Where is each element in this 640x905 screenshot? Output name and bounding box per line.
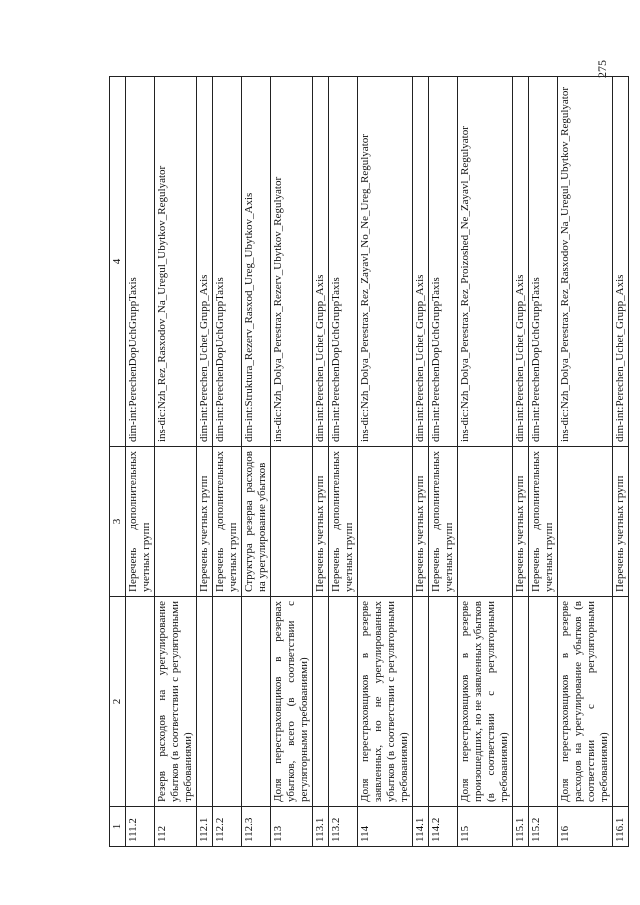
row-number-cell: 116	[558, 807, 613, 847]
table-row	[271, 77, 313, 847]
group-cell	[155, 447, 197, 597]
code-cell: dim-int:Struktura_Rezerv_Rasxod_Ureg_Ubytkov_Axis	[242, 77, 271, 447]
row-number-cell: 112	[155, 807, 197, 847]
group-cell	[271, 447, 313, 597]
row-number-cell: 114	[358, 807, 413, 847]
code-cell: dim-int:PerechenDopUchGruppTaxis	[529, 77, 558, 447]
group-cell: Перечень учетных групп	[313, 447, 329, 597]
indicator-description-cell	[126, 597, 155, 807]
table-header-row	[110, 77, 126, 847]
group-cell	[358, 447, 413, 597]
code-cell: dim-int:Perechen_Uchet_Grupp_Axis	[313, 77, 329, 447]
table-row	[197, 77, 213, 847]
code-cell: ins-dic:Nzh_Dolya_Perestrax_Rez_Proizoshed_Ne_Zayavl_Regulyator	[458, 77, 513, 447]
indicator-description-cell: Доля перестраховщиков в резерве расходов на урегулирование убытков (в соответствии с регуляторными требованиями)	[558, 597, 613, 807]
row-number-cell: 113.1	[313, 807, 329, 847]
group-cell: Перечень дополнительных учетных групп	[329, 447, 358, 597]
group-cell: Перечень учетных групп	[513, 447, 529, 597]
indicator-description-cell	[329, 597, 358, 807]
group-cell: Перечень дополнительных учетных групп	[213, 447, 242, 597]
indicator-description-cell	[429, 597, 458, 807]
table-row	[242, 77, 271, 847]
table-row	[358, 77, 413, 847]
code-cell: dim-int:PerechenDopUchGruppTaxis	[126, 77, 155, 447]
page-number: 275	[595, 60, 609, 78]
column-header: 1	[110, 807, 126, 847]
indicator-description-cell	[197, 597, 213, 807]
table-row	[458, 77, 513, 847]
table-row	[155, 77, 197, 847]
rotated-table-container	[109, 77, 626, 847]
code-cell: ins-dic:Nzh_Dolya_Perestrax_Rez_Zayavl_No_Ne_Ureg_Regulyator	[358, 77, 413, 447]
group-cell: Структура резерва расходов на урегулирование убытков	[242, 447, 271, 597]
indicator-description-cell: Резерв расходов на урегулирование убытков (в соответствии с регуляторными требованиями)	[155, 597, 197, 807]
row-number-cell: 113.2	[329, 807, 358, 847]
column-header: 4	[110, 77, 126, 447]
row-number-cell: 115.2	[529, 807, 558, 847]
code-cell: dim-int:Perechen_Uchet_Grupp_Axis	[413, 77, 429, 447]
indicator-description-cell	[613, 597, 629, 807]
code-cell: ins-dic:Nzh_Dolya_Perestrax_Rezerv_Ubytkov_Regulyator	[271, 77, 313, 447]
indicator-description-cell	[213, 597, 242, 807]
indicator-description-cell: Доля перестраховщиков в резерве произошедших, но не заявленных убытков (в соответствии с регуляторными требованиями)	[458, 597, 513, 807]
table-row	[329, 77, 358, 847]
row-number-cell: 115.1	[513, 807, 529, 847]
group-cell: Перечень учетных групп	[197, 447, 213, 597]
table-row	[429, 77, 458, 847]
indicator-description-cell: Доля перестраховщиков в резерве заявленных, но не урегулированных убытков (в соответствии с регуляторными требованиями)	[358, 597, 413, 807]
code-cell: dim-int:Perechen_Uchet_Grupp_Axis	[613, 77, 629, 447]
table-body	[126, 77, 629, 847]
table-row	[126, 77, 155, 847]
table-row	[529, 77, 558, 847]
code-cell: dim-int:Perechen_Uchet_Grupp_Axis	[197, 77, 213, 447]
row-number-cell: 112.2	[213, 807, 242, 847]
indicator-description-cell: Доля перестраховщиков в резервах убытков, всего (в соответствии с регуляторными требованиями)	[271, 597, 313, 807]
table-row	[613, 77, 629, 847]
row-number-cell: 111.2	[126, 807, 155, 847]
code-cell: ins-dic:Nzh_Dolya_Perestrax_Rez_Rasxodov_Na_Uregul_Ubytkov_Regulyator	[558, 77, 613, 447]
row-number-cell: 115	[458, 807, 513, 847]
group-cell	[458, 447, 513, 597]
code-cell: dim-int:PerechenDopUchGruppTaxis	[213, 77, 242, 447]
group-cell: Перечень дополнительных учетных групп	[429, 447, 458, 597]
column-header: 2	[110, 597, 126, 807]
code-cell: ins-dic:Nzh_Rez_Rasxodov_Na_Uregul_Ubytkov_Regulyator	[155, 77, 197, 447]
indicator-description-cell	[313, 597, 329, 807]
row-number-cell: 114.1	[413, 807, 429, 847]
code-cell: dim-int:PerechenDopUchGruppTaxis	[429, 77, 458, 447]
row-number-cell: 113	[271, 807, 313, 847]
indicator-description-cell	[413, 597, 429, 807]
indicator-description-cell	[242, 597, 271, 807]
table-row	[513, 77, 529, 847]
table-row	[413, 77, 429, 847]
indicator-description-cell	[529, 597, 558, 807]
row-number-cell: 114.2	[429, 807, 458, 847]
table-row	[213, 77, 242, 847]
row-number-cell: 112.3	[242, 807, 271, 847]
table-row	[558, 77, 613, 847]
group-cell: Перечень учетных групп	[613, 447, 629, 597]
table-row	[313, 77, 329, 847]
code-cell: dim-int:PerechenDopUchGruppTaxis	[329, 77, 358, 447]
column-header: 3	[110, 447, 126, 597]
group-cell	[558, 447, 613, 597]
group-cell: Перечень дополнительных учетных групп	[126, 447, 155, 597]
row-number-cell: 112.1	[197, 807, 213, 847]
indicator-description-cell	[513, 597, 529, 807]
code-cell: dim-int:Perechen_Uchet_Grupp_Axis	[513, 77, 529, 447]
group-cell: Перечень дополнительных учетных групп	[529, 447, 558, 597]
group-cell: Перечень учетных групп	[413, 447, 429, 597]
register-table	[109, 76, 629, 847]
row-number-cell: 116.1	[613, 807, 629, 847]
